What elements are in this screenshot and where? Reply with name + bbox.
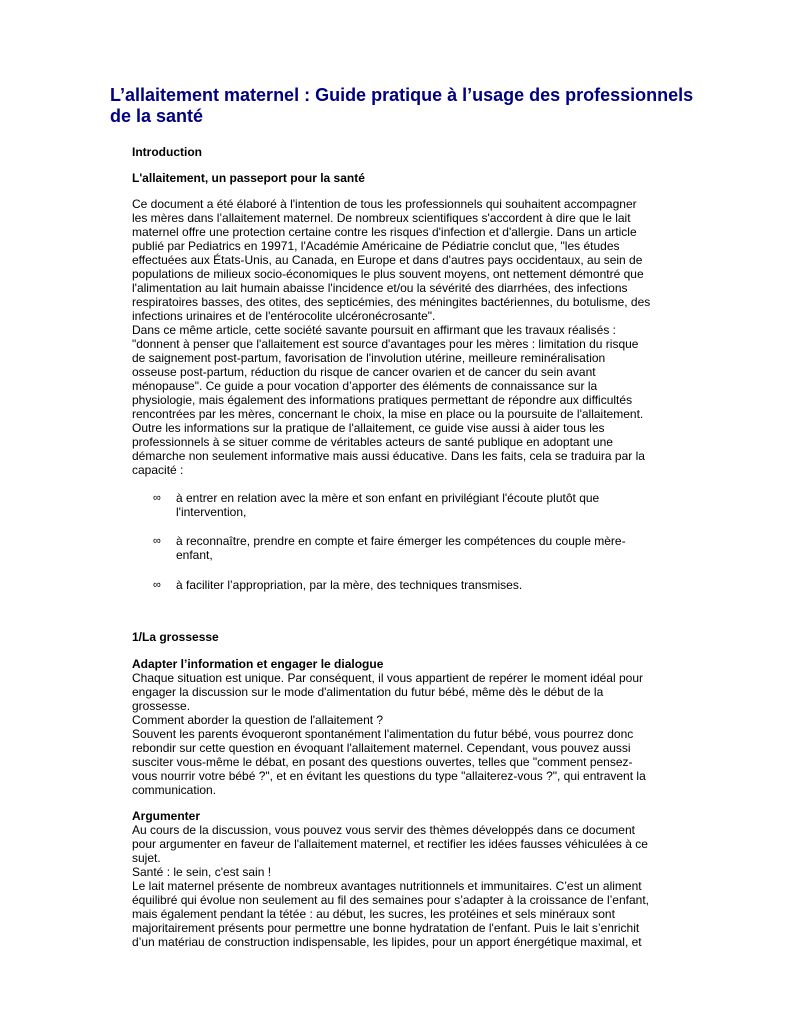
text-line: démarche non seulement informative mais aussi éducative. Dans les faits, cela se traduira par la <box>132 449 645 463</box>
text-line: physiologie, mais également des informations pratiques permettant de répondre aux difficultés <box>132 393 633 407</box>
text-line: communication. <box>132 783 217 797</box>
text-line: rebondir sur cette question en évoquant l'allaitement maternel. Cependant, vous pouvez aussi <box>132 741 631 755</box>
subsection-heading: Adapter l’information et engager le dialogue <box>132 657 384 671</box>
text-line: d’un matériau de construction indispensable, les lipides, pour un apport énergétique maximal, et <box>132 935 642 949</box>
text-line: Le lait maternel présente de nombreux avantages nutritionnels et immunitaires. C’est un aliment <box>132 879 642 893</box>
text-line: engager la discussion sur le mode d'alimentation du futur bébé, même dès le début de la <box>132 685 604 699</box>
text-line: publié par Pediatrics en 19971, l'Académie Américaine de Pédiatrie conclut que, "les études <box>132 239 620 253</box>
list-item-text: l'intervention, <box>176 505 247 519</box>
text-line: Santé : le sein, c'est sain ! <box>132 865 272 879</box>
text-line: l'alimentation au lait humain abaisse l'incidence et/ou la sévérité des diarrhées, des infections <box>132 281 628 295</box>
text-line: infections urinaires et de l'entérocolite ulcéronécrosante". <box>132 309 436 323</box>
infinity-bullet-icon: ∞ <box>153 579 161 591</box>
intro-subheading: L'allaitement, un passeport pour la santé <box>132 171 365 185</box>
text-line: capacité : <box>132 463 184 477</box>
text-line: grossesse. <box>132 699 191 713</box>
text-line: Dans ce même article, cette société savante poursuit en affirmant que les travaux réalisés : <box>132 323 617 337</box>
section-heading: 1/La grossesse <box>132 630 219 644</box>
text-line: Ce document a été élaboré à l'intention de tous les professionnels qui souhaitent accompagner <box>132 197 637 211</box>
text-line: sujet. <box>132 851 161 865</box>
text-line: osseuse post-partum, réduction du risque de cancer ovarien et de cancer du sein avant <box>132 365 596 379</box>
text-line: effectuées aux États-Unis, au Canada, en Europe et dans d'autres pays occidentaux, au sein de <box>132 253 643 267</box>
document-title <box>110 85 710 127</box>
list-item-text: à reconnaître, prendre en compte et faire émerger les compétences du couple mère- <box>176 534 626 548</box>
text-line: "donnent à penser que l'allaitement est source d'avantages pour les mères : limitation du risque <box>132 337 639 351</box>
text-line: maternel offre une protection certaine contre les risques d'infection et d'allergie. Dans un article <box>132 225 637 239</box>
list-item-text: à entrer en relation avec la mère et son enfant en privilégiant l'écoute plutôt que <box>176 491 600 505</box>
text-line: Chaque situation est unique. Par conséquent, il vous appartient de repérer le moment idéal pour <box>132 671 643 685</box>
text-line: rencontrées par les mères, concernant le choix, la mise en place ou la poursuite de l'allaitement. <box>132 407 644 421</box>
infinity-bullet-icon: ∞ <box>153 492 161 504</box>
text-line: professionnels à se situer comme de véritables acteurs de santé publique en adoptant une <box>132 435 613 449</box>
text-line: Au cours de la discussion, vous pouvez vous servir des thèmes développés dans ce document <box>132 823 635 837</box>
text-line: pour argumenter en faveur de l'allaitement maternel, et rectifier les idées fausses véhiculées à ce <box>132 837 648 851</box>
title-line: L’allaitement maternel : Guide pratique à l’usage des professionnels <box>110 85 694 105</box>
text-line: majoritairement présents pour permettre une bonne hydratation de l'enfant. Puis le lait s’enrichit <box>132 921 640 935</box>
text-line: Outre les informations sur la pratique de l'allaitement, ce guide vise aussi à aider tous les <box>132 421 605 435</box>
argumenter-section <box>132 809 692 949</box>
intro-heading: Introduction <box>132 145 202 159</box>
text-line: populations de milieux socio-économiques le plus souvent moyens, ont nettement démontré que <box>132 267 644 281</box>
text-line: équilibré qui évolue non seulement au fil des semaines pour s’adapter à la croissance de l’enfant, <box>132 893 649 907</box>
intro-paragraph <box>132 197 692 477</box>
infinity-bullet-icon: ∞ <box>153 535 161 547</box>
text-line: Comment aborder la question de l'allaitement ? <box>132 713 384 727</box>
list-item-text: à faciliter l’appropriation, par la mère, des techniques transmises. <box>176 578 523 592</box>
text-line: respiratoires basses, des otites, des septicémies, des méningites bactériennes, du botulisme, des <box>132 295 651 309</box>
text-line: susciter vous-même le débat, en posant des questions ouvertes, telles que "comment pensez- <box>132 755 633 769</box>
text-line: les mères dans l’allaitement maternel. De nombreux scientifiques s'accordent à dire que le lait <box>132 211 631 225</box>
adapter-section <box>132 657 692 797</box>
text-line: mais également pendant la tétée : au début, les sucres, les protéines et sels minéraux sont <box>132 907 615 921</box>
text-line: Souvent les parents évoqueront spontanément l'alimentation du futur bébé, vous pourrez donc <box>132 727 634 741</box>
subsection-heading: Argumenter <box>132 809 201 823</box>
text-line: vous nourrir votre bébé ?", et en évitant les questions du type "allaiterez-vous ?", qui entravent la <box>132 769 646 783</box>
text-line: de saignement post-partum, favorisation de l'involution utérine, meilleure reminéralisation <box>132 351 606 365</box>
text-line: ménopause". Ce guide a pour vocation d’apporter des éléments de connaissance sur la <box>132 379 598 393</box>
title-line: de la santé <box>110 106 204 126</box>
list-item-text: enfant, <box>176 548 213 562</box>
